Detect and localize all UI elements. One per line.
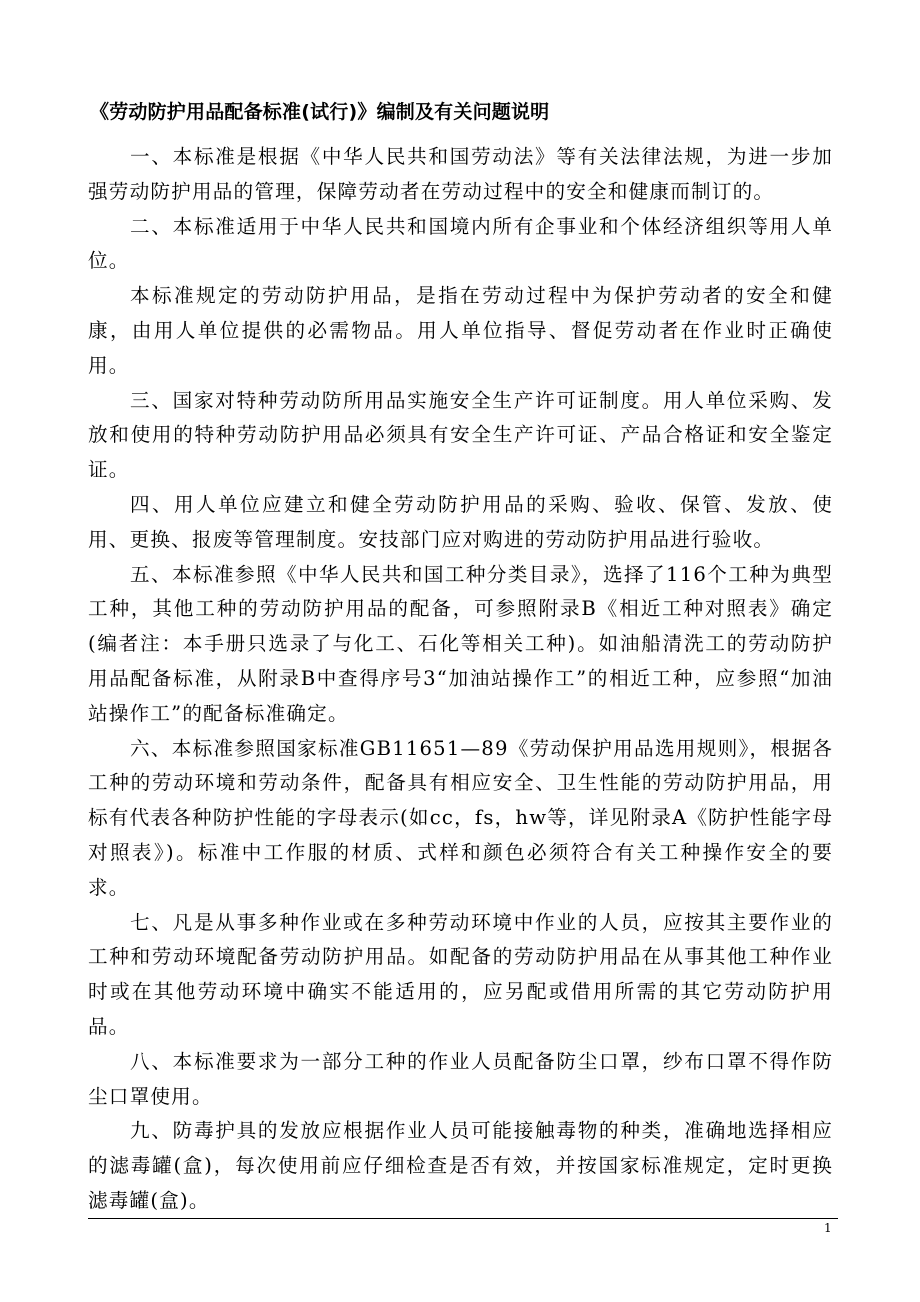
document-title: 《劳动防护用品配备标准(试行)》编制及有关问题说明 xyxy=(90,101,550,123)
paragraph-6: 五、本标准参照《中华人民共和国工种分类目录》，选择了116个工种为典型工种，其他工种的劳动防护用品的配备，可参照附录B《相近工种对照表》确定(编者注：本手册只选录了与化工、石化等相关工种)。如油船清洗工的劳动防护用品配备标准，从附录B中查得序号3“加油站操作工”的相近工种，应参照“加油站操作工”的配备标准确定。 xyxy=(88,562,833,725)
paragraph-4: 三、国家对特种劳动防所用品实施安全生产许可证制度。用人单位采购、发放和使用的特种劳动防护用品必须具有安全生产许可证、产品合格证和安全鉴定证。 xyxy=(88,388,833,482)
paragraph-1: 一、本标准是根据《中华人民共和国劳动法》等有关法律法规，为进一步加强劳动防护用品的管理，保障劳动者在劳动过程中的安全和健康而制订的。 xyxy=(88,145,833,203)
footer-rule xyxy=(88,1218,838,1219)
paragraph-8: 七、凡是从事多种作业或在多种劳动环境中作业的人员，应按其主要作业的工种和劳动环境配备劳动防护用品。如配备的劳动防护用品在从事其他工种作业时或在其他劳动环境中确实不能适用的，应另配或借用所需的其它劳动防护用品。 xyxy=(88,910,833,1038)
page-number: 1 xyxy=(824,1221,832,1235)
paragraph-7: 六、本标准参照国家标准GB11651—89《劳动保护用品选用规则》，根据各工种的劳动环境和劳动条件，配备具有相应安全、卫生性能的劳动防护用品，用标有代表各种防护性能的字母表示(如cc，fs，hw等，详见附录A《防护性能字母对照表》)。标准中工作服的材质、式样和颜色必须符合有关工种操作安全的要求。 xyxy=(88,736,833,899)
paragraph-9: 八、本标准要求为一部分工种的作业人员配备防尘口罩，纱布口罩不得作防尘口罩使用。 xyxy=(88,1049,833,1108)
paragraph-3: 本标准规定的劳动防护用品，是指在劳动过程中为保护劳动者的安全和健康，由用人单位提供的必需物品。用人单位指导、督促劳动者在作业时正确使用。 xyxy=(88,284,833,377)
paragraph-10: 九、防毒护具的发放应根据作业人员可能接触毒物的种类，准确地选择相应的滤毒罐(盒)，每次使用前应仔细检查是否有效，并按国家标准规定，定时更换滤毒罐(盒)。 xyxy=(88,1119,833,1212)
paragraph-2: 二、本标准适用于中华人民共和国境内所有企事业和个体经济组织等用人单位。 xyxy=(88,214,833,273)
document-body xyxy=(88,140,833,1219)
paragraph-5: 四、用人单位应建立和健全劳动防护用品的采购、验收、保管、发放、使用、更换、报废等管理制度。安技部门应对购进的劳动防护用品进行验收。 xyxy=(88,492,833,551)
